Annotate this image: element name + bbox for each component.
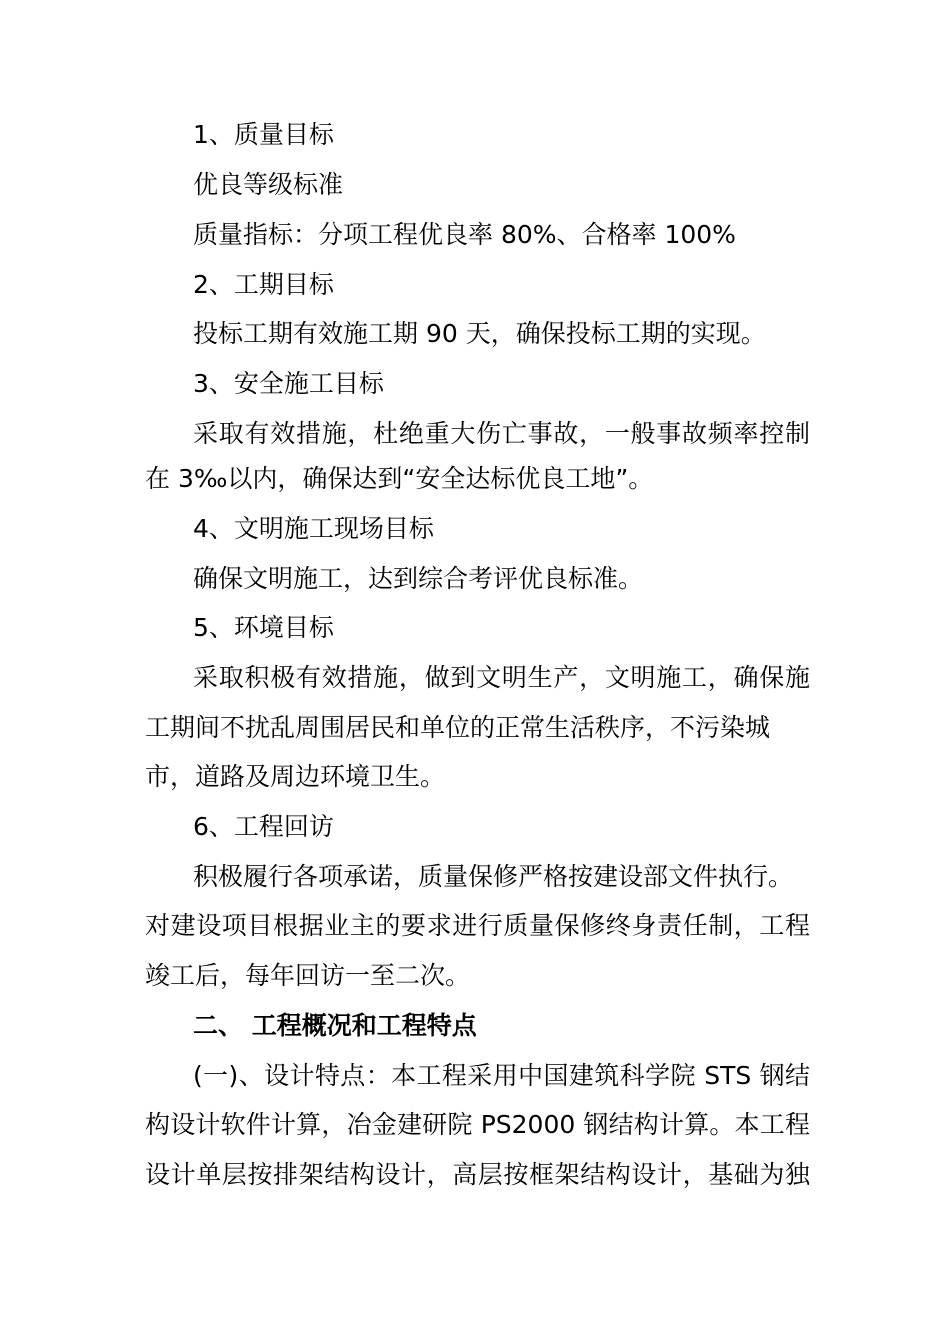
paragraph-line: 积极履行各项承诺，质量保修严格按建设部文件执行。 [193,862,794,891]
paragraph-line: 工期间不扰乱周围居民和单位的正常生活秩序，不污染城 [145,713,771,742]
paragraph-line: 质量指标：分项工程优良率 80%、合格率 100% [193,220,736,249]
paragraph-line: 市，道路及周边环境卫生。 [145,762,446,791]
paragraph-line: 确保文明施工，达到综合考评优良标准。 [193,564,644,593]
heading-schedule-target: 2、工期目标 [193,270,334,299]
paragraph-line: (一)、设计特点：本工程采用中国建筑科学院 STS 钢结 [193,1061,810,1090]
paragraph-line: 设计单层按排架结构设计，高层按框架结构设计，基础为独 [145,1160,810,1189]
heading-civilized-construction-target: 4、文明施工现场目标 [193,514,434,543]
paragraph-line: 竣工后，每年回访一至二次。 [145,961,471,990]
heading-quality-target: 1、质量目标 [193,120,334,149]
section-heading-project-overview: 二、 工程概况和工程特点 [193,1011,477,1040]
heading-environment-target: 5、环境目标 [193,613,334,642]
paragraph-line: 在 3‰以内，确保达到“安全达标优良工地”。 [145,464,654,493]
heading-project-revisit: 6、工程回访 [193,812,334,841]
paragraph-line: 采取有效措施，杜绝重大伤亡事故，一般事故频率控制 [193,419,810,448]
paragraph-line: 对建设项目根据业主的要求进行质量保修终身责任制，工程 [145,911,810,940]
heading-safety-target: 3、安全施工目标 [193,369,384,398]
paragraph-line: 构设计软件计算，冶金建研院 PS2000 钢结构计算。本工程 [145,1110,810,1139]
paragraph-line: 投标工期有效施工期 90 天，确保投标工期的实现。 [193,319,766,348]
paragraph-line: 优良等级标准 [193,170,344,199]
paragraph-line: 采取积极有效措施，做到文明生产，文明施工，确保施 [193,663,810,692]
